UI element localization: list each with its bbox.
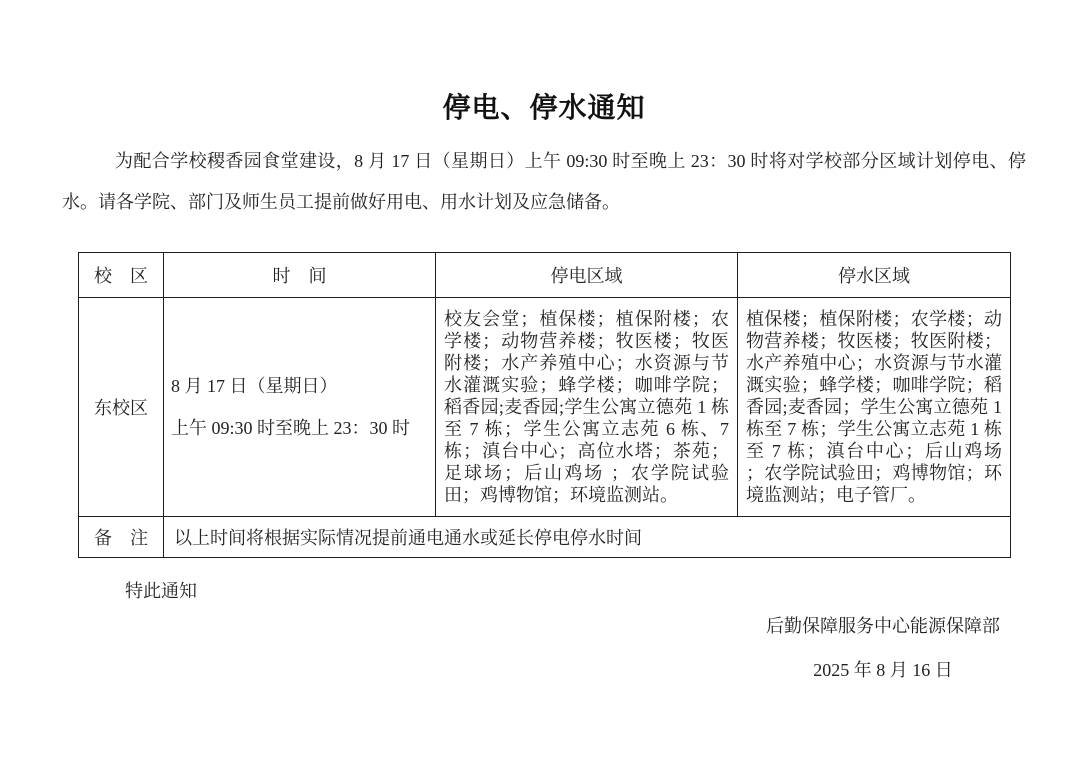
header-campus: 校 区 (79, 253, 164, 298)
power-outage-area-cell: 校友会堂；植保楼；植保附楼；农学楼；动物营养楼；牧医楼；牧医附楼；水产养殖中心；水资源与节水灌溉实验；蜂学楼；咖啡学院；稻香园;麦香园;学生公寓立德苑 1 栋至 7 栋；学生公寓立志苑 6 栋、7 栋；滇台中心；高位水塔；茶苑；足球场；后山鸡场 ；农学院试验田；鸡博物馆；环境监测站。 (436, 298, 738, 517)
table-header-row (79, 253, 1011, 298)
intro-paragraph: 为配合学校稷香园食堂建设，8 月 17 日（星期日）上午 09:30 时至晚上 23：30 时将对学校部分区域计划停电、停水。请各学院、部门及师生员工提前做好用电、用水计划及应急储备。 (62, 151, 1026, 212)
signature-block (766, 612, 1000, 682)
time-cell (164, 298, 436, 517)
time-range: 上午 09:30 时至晚上 23：30 时 (171, 418, 411, 438)
campus-cell: 东校区 (79, 298, 164, 517)
page-title: 停电、停水通知 (442, 92, 646, 123)
remark-label: 备 注 (79, 517, 164, 558)
table-row (79, 298, 1011, 517)
outage-table (78, 252, 1011, 558)
closing-line: 特此通知 (125, 581, 197, 601)
header-time: 时 间 (164, 253, 436, 298)
header-water-outage-area: 停水区域 (738, 253, 1011, 298)
remark-row (79, 517, 1011, 558)
water-outage-area-cell: 植保楼；植保附楼；农学楼；动物营养楼；牧医楼；牧医附楼；水产养殖中心；水资源与节水灌溉实验；蜂学楼；咖啡学院；稻香园;麦香园；学生公寓立德苑 1 栋至 7 栋；学生公寓立志苑 1 栋至 7 栋；滇台中心；后山鸡场 ；农学院试验田；鸡博物馆；环境监测站；电子管厂。 (738, 298, 1011, 517)
remark-text: 以上时间将根据实际情况提前通电通水或延长停电停水时间 (164, 517, 1011, 558)
signature-date: 2025 年 8 月 16 日 (813, 660, 953, 680)
time-date: 8 月 17 日（星期日） (171, 376, 338, 396)
header-power-outage-area: 停电区域 (436, 253, 738, 298)
signature-department: 后勤保障服务中心能源保障部 (766, 616, 1000, 636)
